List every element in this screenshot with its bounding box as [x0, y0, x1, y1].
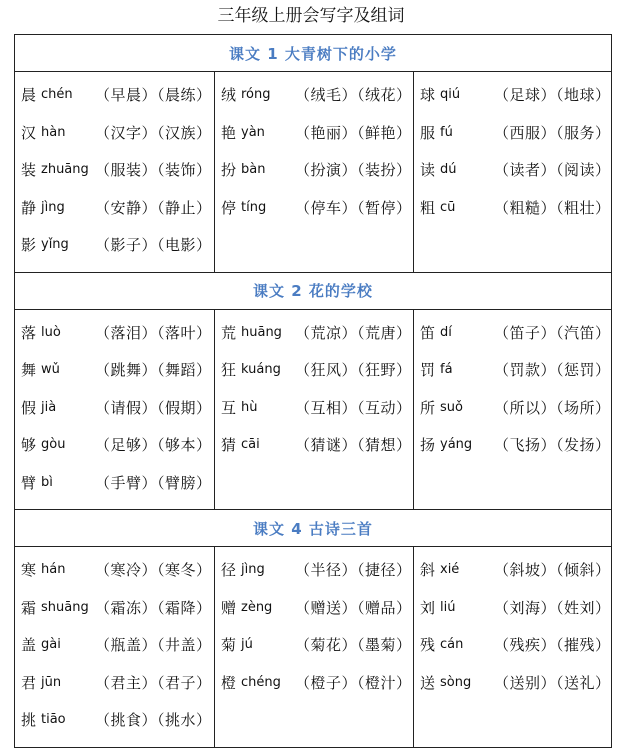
character: 够	[21, 436, 37, 455]
word-entry	[21, 551, 214, 589]
pinyin: bàn	[241, 162, 266, 178]
pinyin: cāi	[241, 437, 260, 453]
word-entry	[221, 76, 413, 114]
word-column	[215, 309, 414, 510]
character: 霜	[21, 598, 37, 617]
character: 残	[420, 636, 436, 655]
word-entry	[420, 626, 611, 664]
character: 君	[21, 673, 37, 692]
word-entry	[21, 76, 214, 114]
character: 汉	[21, 123, 37, 142]
word-entry	[221, 426, 413, 464]
word-entry	[21, 589, 214, 627]
word-entry	[221, 351, 413, 389]
word-groups: （跳舞）（舞蹈）	[95, 361, 212, 380]
pinyin: dú	[440, 162, 457, 178]
word-entry	[221, 151, 413, 189]
pinyin: yàn	[241, 124, 265, 140]
pinyin: cū	[440, 199, 456, 215]
word-column	[15, 72, 215, 273]
pinyin: jūn	[41, 674, 62, 690]
lesson-words-row	[15, 547, 612, 748]
character: 假	[21, 398, 37, 417]
word-entry	[420, 389, 611, 427]
document-title: 三年级上册会写字及组词	[217, 6, 405, 26]
word-column	[215, 72, 414, 273]
lesson-heading: 课文 1 大青树下的小学	[15, 35, 612, 72]
pinyin: dí	[440, 324, 452, 340]
lesson-header-row	[15, 272, 612, 309]
word-entry	[420, 76, 611, 114]
word-entry	[420, 664, 611, 702]
word-entry	[21, 626, 214, 664]
word-groups: （霜冻）（霜降）	[95, 598, 212, 617]
pinyin: róng	[241, 87, 271, 103]
word-entry	[221, 664, 413, 702]
character: 橙	[221, 673, 237, 692]
word-entry	[21, 314, 214, 352]
character: 影	[21, 236, 37, 255]
word-groups: （艳丽）（鲜艳）	[295, 123, 412, 142]
character: 互	[221, 398, 237, 417]
word-entry	[21, 114, 214, 152]
word-entry	[21, 351, 214, 389]
word-groups: （所以）（场所）	[494, 398, 611, 417]
word-groups: （手臂）（臂膀）	[95, 473, 212, 492]
word-groups: （飞扬）（发扬）	[494, 436, 611, 455]
pinyin: gài	[41, 637, 61, 653]
word-groups: （赠送）（赠品）	[295, 598, 412, 617]
character: 赠	[221, 598, 237, 617]
pinyin: jú	[241, 637, 253, 653]
word-entry	[21, 226, 214, 264]
pinyin: hàn	[41, 124, 66, 140]
character: 笛	[420, 323, 436, 342]
character: 粗	[420, 198, 436, 217]
word-groups: （汉字）（汉族）	[95, 123, 212, 142]
word-entry	[420, 589, 611, 627]
word-entry	[21, 664, 214, 702]
word-groups: （读者）（阅读）	[494, 161, 611, 180]
word-groups: （斜坡）（倾斜）	[494, 561, 611, 580]
word-entry	[21, 189, 214, 227]
character: 停	[221, 198, 237, 217]
word-entry	[21, 464, 214, 502]
word-entry	[420, 314, 611, 352]
word-groups: （安静）（静止）	[95, 198, 212, 217]
word-groups: （互相）（互动）	[295, 398, 412, 417]
word-entry	[221, 626, 413, 664]
word-groups: （挑食）（挑水）	[95, 711, 212, 730]
character: 落	[21, 323, 37, 342]
word-groups: （足球）（地球）	[494, 86, 611, 105]
character: 装	[21, 161, 37, 180]
pinyin: kuáng	[241, 362, 281, 378]
word-groups: （菊花）（墨菊）	[295, 636, 412, 655]
word-entry	[21, 151, 214, 189]
pinyin: hán	[41, 562, 66, 578]
lesson-header-row	[15, 510, 612, 547]
pinyin: tiāo	[41, 712, 66, 728]
pinyin: suǒ	[440, 399, 463, 415]
pinyin: bì	[41, 474, 53, 490]
character: 盖	[21, 636, 37, 655]
word-groups: （早晨）（晨练）	[95, 86, 212, 105]
word-column	[414, 547, 612, 748]
pinyin: shuāng	[41, 599, 89, 615]
word-groups: （猜谜）（猜想）	[295, 436, 412, 455]
lesson-words-row	[15, 309, 612, 510]
character: 刘	[420, 598, 436, 617]
word-groups: （请假）（假期）	[95, 398, 212, 417]
word-entry	[420, 551, 611, 589]
pinyin: wǔ	[41, 362, 60, 378]
pinyin: jìng	[241, 562, 265, 578]
word-entry	[420, 151, 611, 189]
lesson-header-row	[15, 35, 612, 72]
character: 读	[420, 161, 436, 180]
word-groups: （粗糙）（粗壮）	[494, 198, 611, 217]
word-groups: （刘海）（姓刘）	[494, 598, 611, 617]
character: 寒	[21, 561, 37, 580]
word-column	[414, 72, 612, 273]
pinyin: yǐng	[41, 237, 69, 253]
character: 晨	[21, 86, 37, 105]
word-entry	[420, 189, 611, 227]
pinyin: jià	[41, 399, 57, 415]
character: 狂	[221, 361, 237, 380]
pinyin: sòng	[440, 674, 472, 690]
pinyin: qiú	[440, 87, 461, 103]
character: 服	[420, 123, 436, 142]
word-groups: （瓶盖）（井盖）	[95, 636, 212, 655]
word-groups: （落泪）（落叶）	[95, 323, 212, 342]
word-groups: （君主）（君子）	[95, 673, 212, 692]
lesson-heading: 课文 2 花的学校	[15, 272, 612, 309]
word-entry	[221, 114, 413, 152]
character: 球	[420, 86, 436, 105]
character: 猜	[221, 436, 237, 455]
word-groups: （荒凉）（荒唐）	[295, 323, 412, 342]
character: 扮	[221, 161, 237, 180]
word-groups: （半径）（捷径）	[295, 561, 412, 580]
pinyin: luò	[41, 324, 61, 340]
pinyin: chéng	[241, 674, 281, 690]
pinyin: zhuāng	[41, 162, 89, 178]
word-entry	[21, 701, 214, 739]
word-column	[15, 309, 215, 510]
character: 静	[21, 198, 37, 217]
character: 罚	[420, 361, 436, 380]
word-entry	[221, 589, 413, 627]
pinyin: yáng	[440, 437, 473, 453]
character: 绒	[221, 86, 237, 105]
pinyin: xié	[440, 562, 460, 578]
word-groups: （绒毛）（绒花）	[295, 86, 412, 105]
word-groups: （橙子）（橙汁）	[295, 673, 412, 692]
word-entry	[21, 426, 214, 464]
pinyin: huāng	[241, 324, 282, 340]
vocabulary-table	[14, 34, 611, 748]
pinyin: zèng	[241, 599, 273, 615]
word-groups: （罚款）（惩罚）	[494, 361, 611, 380]
word-groups: （足够）（够本）	[95, 436, 212, 455]
word-groups: （笛子）（汽笛）	[494, 323, 611, 342]
character: 径	[221, 561, 237, 580]
word-groups: （狂风）（狂野）	[295, 361, 412, 380]
word-groups: （服装）（装饰）	[95, 161, 212, 180]
word-entry	[420, 426, 611, 464]
lesson-heading: 课文 4 古诗三首	[15, 510, 612, 547]
word-groups: （扮演）（装扮）	[295, 161, 412, 180]
character: 所	[420, 398, 436, 417]
word-groups: （西服）（服务）	[494, 123, 611, 142]
word-groups: （影子）（电影）	[95, 236, 212, 255]
lesson-words-row	[15, 72, 612, 273]
pinyin: fá	[440, 362, 453, 378]
pinyin: tíng	[241, 199, 267, 215]
character: 荒	[221, 323, 237, 342]
word-column	[414, 309, 612, 510]
word-column	[215, 547, 414, 748]
pinyin: fú	[440, 124, 453, 140]
word-column	[15, 547, 215, 748]
word-groups: （残疾）（摧残）	[494, 636, 611, 655]
pinyin: liú	[440, 599, 456, 615]
character: 挑	[21, 711, 37, 730]
character: 扬	[420, 436, 436, 455]
word-entry	[221, 389, 413, 427]
pinyin: hù	[241, 399, 258, 415]
word-entry	[221, 189, 413, 227]
word-entry	[221, 551, 413, 589]
character: 菊	[221, 636, 237, 655]
word-entry	[21, 389, 214, 427]
word-entry	[420, 351, 611, 389]
word-groups: （寒冷）（寒冬）	[95, 561, 212, 580]
character: 送	[420, 673, 436, 692]
word-entry	[221, 314, 413, 352]
pinyin: chén	[41, 87, 73, 103]
pinyin: cán	[440, 637, 464, 653]
word-entry	[420, 114, 611, 152]
character: 舞	[21, 361, 37, 380]
character: 斜	[420, 561, 436, 580]
word-groups: （送别）（送礼）	[494, 673, 611, 692]
pinyin: gòu	[41, 437, 66, 453]
pinyin: jìng	[41, 199, 65, 215]
character: 艳	[221, 123, 237, 142]
word-groups: （停车）（暂停）	[295, 198, 412, 217]
character: 臂	[21, 473, 37, 492]
